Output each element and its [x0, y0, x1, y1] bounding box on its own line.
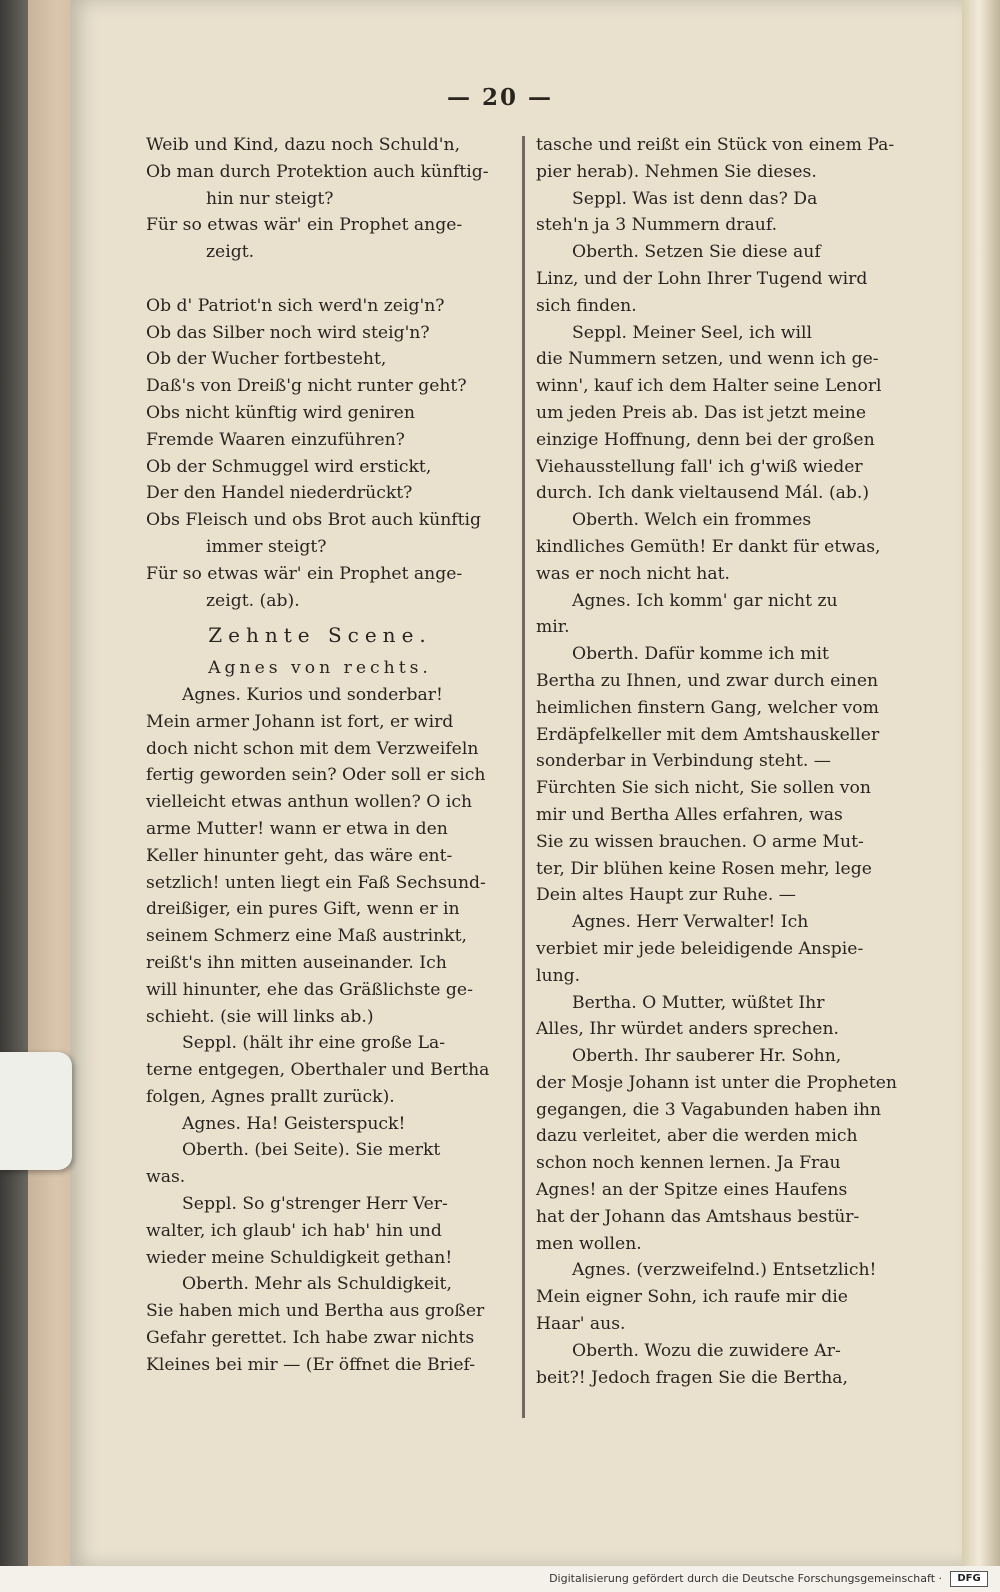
text-line: hin nur steigt?: [206, 188, 334, 209]
text-line: die Nummern setzen, und wenn ich ge-: [536, 349, 879, 370]
text-line: folgen, Agnes prallt zurück).: [146, 1086, 395, 1107]
text-line: Ob d' Patriot'n sich werd'n zeig'n?: [146, 295, 445, 316]
text-line: der Mosje Johann ist unter die Propheten: [536, 1072, 897, 1093]
text-line: schon noch kennen lernen. Ja Frau: [536, 1153, 841, 1174]
text-line: Oberth. Wozu die zuwidere Ar-: [572, 1340, 841, 1361]
text-line: Agnes. Ich komm' gar nicht zu: [572, 590, 838, 611]
text-line: zeigt.: [206, 242, 255, 263]
text-line: Agnes. Herr Verwalter! Ich: [572, 912, 809, 933]
text-line: schieht. (sie will links ab.): [146, 1006, 374, 1027]
text-line: immer steigt?: [206, 536, 327, 557]
text-line: Oberth. Mehr als Schuldigkeit,: [182, 1274, 452, 1295]
text-line: Oberth. Ihr sauberer Hr. Sohn,: [572, 1046, 842, 1067]
text-line: Oberth. (bei Seite). Sie merkt: [182, 1140, 441, 1161]
text-line: walter, ich glaub' ich hab' hin und: [146, 1220, 442, 1241]
bookmark-tab: [0, 1052, 72, 1170]
text-line: setzlich! unten liegt ein Faß Sechsund-: [146, 872, 486, 893]
text-line: winn', kauf ich dem Halter seine Lenorl: [536, 376, 882, 397]
text-line: men wollen.: [536, 1233, 642, 1254]
text-line: Sie haben mich und Bertha aus großer: [146, 1301, 485, 1322]
text-line: Für so etwas wär' ein Prophet ange-: [146, 215, 463, 236]
text-line: was er noch nicht hat.: [536, 563, 730, 584]
text-line: Daß's von Dreiß'g nicht runter geht?: [146, 376, 467, 397]
text-line: Seppl. So g'strenger Herr Ver-: [182, 1194, 448, 1215]
text-line: gegangen, die 3 Vagabunden haben ihn: [536, 1099, 882, 1120]
text-line: hat der Johann das Amtshaus bestür-: [536, 1206, 860, 1227]
text-line: Seppl. Meiner Seel, ich will: [572, 322, 812, 343]
text-line: Agnes. Kurios und sonderbar!: [182, 684, 443, 705]
text-line: sich finden.: [536, 295, 637, 316]
text-line: Ob man durch Protektion auch künftig-: [146, 161, 489, 182]
text-line: Sie zu wissen brauchen. O arme Mut-: [536, 831, 864, 852]
text-line: Ob der Wucher fortbesteht,: [146, 349, 387, 370]
text-line: Alles, Ihr würdet anders sprechen.: [536, 1019, 840, 1040]
text-line: beit?! Jedoch fragen Sie die Bertha,: [536, 1367, 849, 1388]
column-divider: [522, 136, 525, 1418]
text-line: Fürchten Sie sich nicht, Sie sollen von: [536, 778, 871, 799]
text-line: Bertha. O Mutter, wüßtet Ihr: [572, 992, 825, 1013]
text-line: seinem Schmerz eine Maß austrinkt,: [146, 926, 467, 947]
text-line: will hinunter, ehe das Gräßlichste ge-: [146, 979, 473, 1000]
text-line: zeigt. (ab).: [206, 590, 300, 611]
text-line: Oberth. Welch ein frommes: [572, 510, 812, 531]
text-line: Agnes. Ha! Geisterspuck!: [182, 1113, 406, 1134]
page-edge: [962, 0, 1000, 1566]
text-line: heimlichen finstern Gang, welcher vom: [536, 697, 879, 718]
text-line: Dein altes Haupt zur Ruhe. —: [536, 885, 796, 906]
text-line: Haar' aus.: [536, 1314, 626, 1335]
text-line: kindliches Gemüth! Er dankt für etwas,: [536, 536, 881, 557]
text-line: Kleines bei mir — (Er öffnet die Brief-: [146, 1354, 476, 1375]
text-line: Viehausstellung fall' ich g'wiß wieder: [536, 456, 863, 477]
scene-heading: Zehnte Scene.: [208, 623, 432, 648]
text-line: Erdäpfelkeller mit dem Amtshauskeller: [536, 724, 880, 745]
text-line: Agnes. (verzweifelnd.) Entsetzlich!: [572, 1260, 877, 1281]
text-line: tasche und reißt ein Stück von einem Pa-: [536, 135, 895, 155]
text-line: Der den Handel niederdrückt?: [146, 483, 413, 504]
text-line: Fremde Waaren einzuführen?: [146, 429, 405, 450]
text-line: Oberth. Dafür komme ich mit: [572, 644, 829, 665]
text-line: Für so etwas wär' ein Prophet ange-: [146, 563, 463, 584]
text-line: vielleicht etwas anthun wollen? O ich: [146, 792, 473, 813]
text-line: Obs Fleisch und obs Brot auch künftig: [146, 510, 482, 531]
text-line: Mein eigner Sohn, ich raufe mir die: [536, 1287, 848, 1308]
text-line: Oberth. Setzen Sie diese auf: [572, 242, 821, 263]
text-line: verbiet mir jede beleidigende Anspie-: [536, 938, 864, 959]
text-line: arme Mutter! wann er etwa in den: [146, 818, 448, 839]
text-line: Linz, und der Lohn Ihrer Tugend wird: [536, 268, 868, 289]
text-line: Gefahr gerettet. Ich habe zwar nichts: [146, 1328, 475, 1349]
text-line: lung.: [536, 965, 581, 986]
text-line: Ob das Silber noch wird steig'n?: [146, 322, 430, 343]
text-line: pier herab). Nehmen Sie dieses.: [536, 161, 817, 182]
right-column: [536, 132, 904, 1391]
text-line: mir.: [536, 617, 570, 638]
page-number: — 20 —: [446, 84, 554, 111]
text-line: einzige Hoffnung, denn bei der großen: [536, 429, 875, 450]
text-line: Ob der Schmuggel wird erstickt,: [146, 456, 432, 477]
footer-bar: [0, 1566, 1000, 1592]
book-spine: [0, 0, 30, 1592]
left-column: [146, 132, 514, 1379]
text-line: Keller hinunter geht, das wäre ent-: [146, 845, 453, 866]
text-line: Mein armer Johann ist fort, er wird: [146, 711, 454, 732]
text-line: steh'n ja 3 Nummern drauf.: [536, 215, 778, 236]
text-line: fertig geworden sein? Oder soll er sich: [146, 765, 486, 786]
stanza-gap: [146, 266, 514, 293]
text-line: mir und Bertha Alles erfahren, was: [536, 804, 843, 825]
text-line: Agnes! an der Spitze eines Haufens: [536, 1180, 848, 1201]
text-line: Seppl. (hält ihr eine große La-: [182, 1033, 446, 1054]
text-line: terne entgegen, Oberthaler und Bertha: [146, 1060, 490, 1081]
text-line: sonderbar in Verbindung steht. —: [536, 751, 831, 772]
text-line: dazu verleitet, aber die werden mich: [536, 1126, 858, 1147]
text-line: Weib und Kind, dazu noch Schuld'n,: [146, 135, 461, 155]
text-line: Obs nicht künftig wird geniren: [146, 402, 415, 423]
text-line: was.: [146, 1167, 186, 1188]
dfg-logo[interactable]: DFG: [950, 1571, 988, 1587]
funding-credit: Digitalisierung gefördert durch die Deutsche Forschungsgemeinschaft ·: [549, 1572, 942, 1585]
text-line: doch nicht schon mit dem Verzweifeln: [146, 738, 479, 759]
text-line: Seppl. Was ist denn das? Da: [572, 188, 818, 209]
text-line: durch. Ich dank vieltausend Mál. (ab.): [536, 483, 870, 504]
text-line: ter, Dir blühen keine Rosen mehr, lege: [536, 858, 872, 879]
text-line: wieder meine Schuldigkeit gethan!: [146, 1247, 453, 1268]
text-line: um jeden Preis ab. Das ist jetzt meine: [536, 402, 866, 423]
text-line: Bertha zu Ihnen, und zwar durch einen: [536, 670, 879, 691]
stage-direction: Agnes von rechts.: [208, 658, 432, 679]
text-line: reißt's ihn mitten auseinander. Ich: [146, 952, 447, 973]
text-line: dreißiger, ein pures Gift, wenn er in: [146, 899, 460, 920]
